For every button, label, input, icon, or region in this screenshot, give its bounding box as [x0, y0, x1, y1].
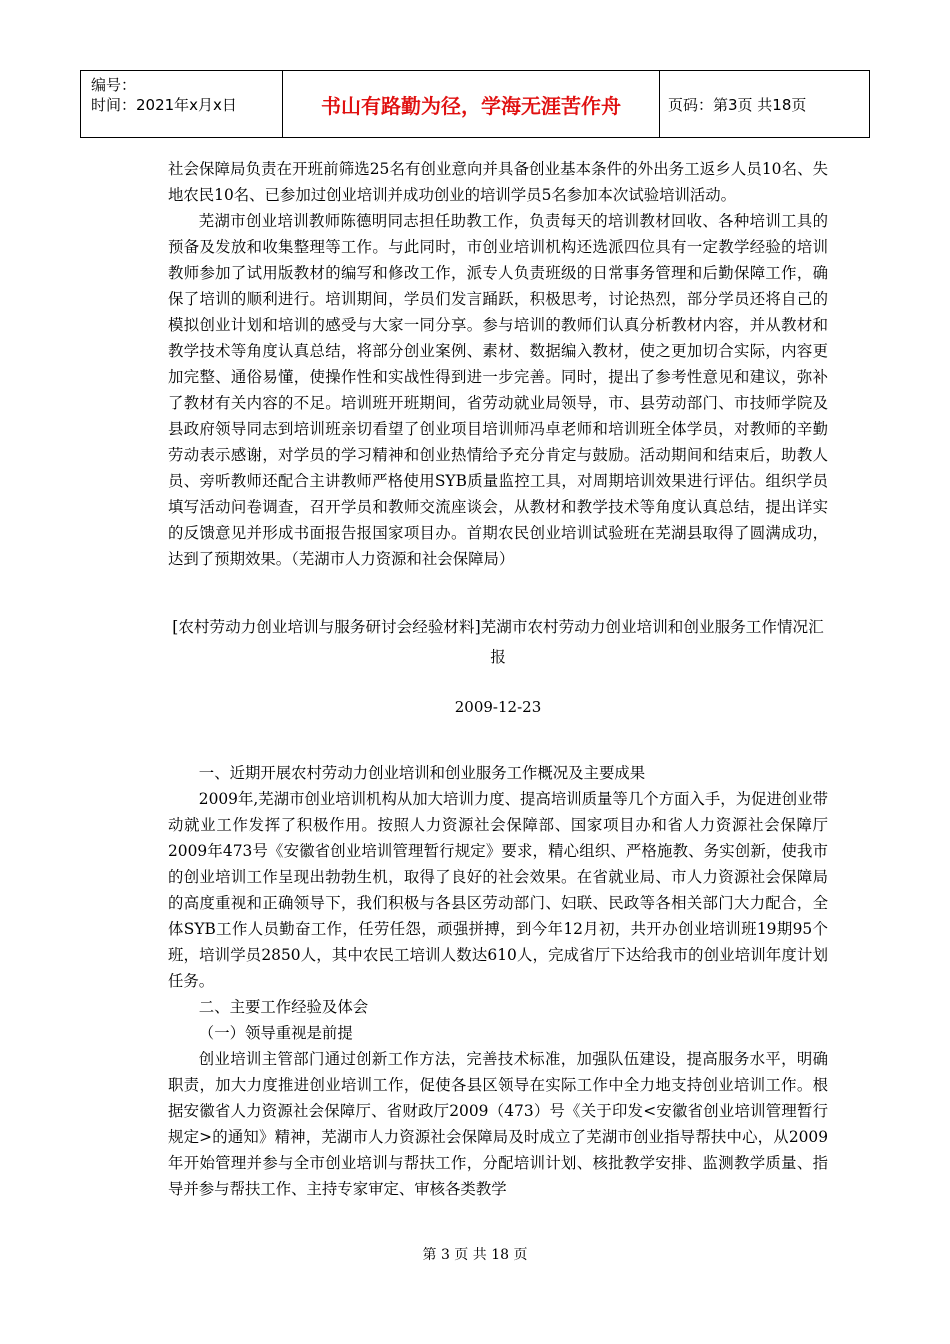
document-header — [80, 70, 870, 138]
paragraph: 社会保障局负责在开班前筛选25名有创业意向并具备创业基本条件的外出务工返乡人员10名、失地农民10名、已参加过创业培训并成功创业的培训学员5名参加本次试验培训活动。 — [168, 160, 828, 204]
time-label: 时间：2021年x月x日 — [91, 96, 237, 114]
page-footer: 第 3 页 共 18 页 — [422, 1247, 528, 1263]
serial-number-label: 编号： — [91, 76, 137, 94]
document-body — [168, 156, 828, 1202]
section-heading: 二、主要工作经验及体会 — [198, 998, 369, 1016]
article-date: 2009-12-23 — [454, 698, 542, 716]
header-meta-cell — [81, 71, 283, 137]
header-motto: 书山有路勤为径，学海无涯苦作舟 — [283, 71, 660, 137]
section-heading: 一、近期开展农村劳动力创业培训和创业服务工作概况及主要成果 — [198, 764, 646, 782]
paragraph: 创业培训主管部门通过创新工作方法，完善技术标准，加强队伍建设，提高服务水平，明确职责，加大力度推进创业培训工作，促使各县区领导在实际工作中全力地支持创业培训工作。根据安徽省人力资源社会保障厅、省财政厅2009（473）号《关于印发<安徽省创业培训管理暂行规定>的通知》精神，芜湖市人力资源社会保障局及时成立了芜湖市创业指导帮扶中心，从2009年开始管理并参与全市创业培训与帮扶工作，分配培训计划、核批教学安排、监测教学质量、指导并参与帮扶工作、主持专家审定、审核各类教学 — [168, 1050, 828, 1198]
subsection-heading: （一）领导重视是前提 — [198, 1024, 353, 1042]
paragraph: 2009年,芜湖市创业培训机构从加大培训力度、提高培训质量等几个方面入手，为促进创业带动就业工作发挥了积极作用。按照人力资源社会保障部、国家项目办和省人力资源社会保障厅2009年473号《安徽省创业培训管理暂行规定》要求，精心组织、严格施教、务实创新，使我市的创业培训工作呈现出勃勃生机，取得了良好的社会效果。在省就业局、市人力资源社会保障局的高度重视和正确领导下，我们积极与各县区劳动部门、妇联、民政等各相关部门大力配合，全体SYB工作人员勤奋工作，任劳任怨，顽强拼搏，到今年12月初，共开办创业培训班19期95个班，培训学员2850人，其中农民工培训人数达610人，完成省厅下达给我市的创业培训年度计划任务。 — [168, 790, 828, 990]
paragraph: 芜湖市创业培训教师陈德明同志担任助教工作，负责每天的培训教材回收、各种培训工具的预备及发放和收集整理等工作。与此同时，市创业培训机构还选派四位具有一定教学经验的培训教师参加了试用版教材的编写和修改工作，派专人负责班级的日常事务管理和后勤保障工作，确保了培训的顺利进行。培训期间，学员们发言踊跃，积极思考，讨论热烈，部分学员还将自己的模拟创业计划和培训的感受与大家一同分享。参与培训的教师们认真分析教材内容，并从教材和教学技术等角度认真总结，将部分创业案例、素材、数据编入教材，使之更加切合实际，内容更加完整、通俗易懂，使操作性和实战性得到进一步完善。同时，提出了参考性意见和建议，弥补了教材有关内容的不足。培训班开班期间，省劳动就业局领导，市、县劳动部门、市技师学院及县政府领导同志到培训班亲切看望了创业项目培训师冯卓老师和培训班全体学员，对教师的辛勤劳动表示感谢，对学员的学习精神和创业热情给予充分肯定与鼓励。活动期间和结束后，助教人员、旁听教师还配合主讲教师严格使用SYB质量监控工具，对周期培训效果进行评估。组织学员填写活动问卷调查，召开学员和教师交流座谈会，从教材和教学技术等角度认真总结，提出详实的反馈意见并形成书面报告报国家项目办。首期农民创业培训试验班在芜湖县取得了圆满成功，达到了预期效果。（芜湖市人力资源和社会保障局） — [168, 212, 828, 568]
article-title: [农村劳动力创业培训与服务研讨会经验材料]芜湖市农村劳动力创业培训和创业服务工作情况汇报 — [172, 618, 824, 666]
header-page-info: 页码：第3页 共18页 — [668, 95, 807, 114]
